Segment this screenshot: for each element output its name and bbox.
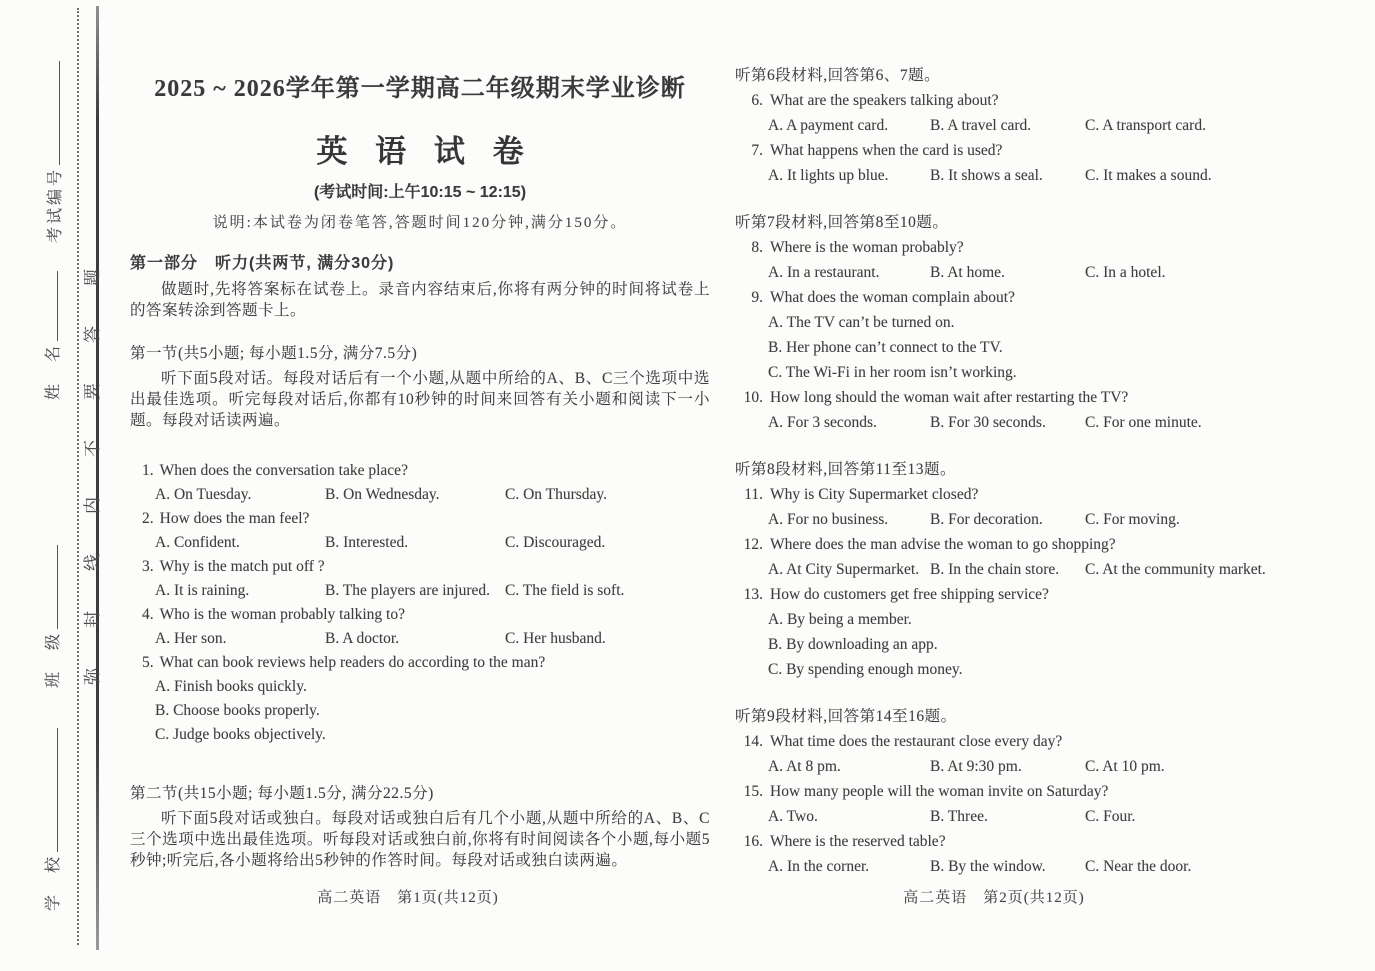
option-c: C. Judge books objectively.: [155, 726, 326, 743]
field-class: [40, 542, 62, 688]
section1-heading: 第一节(共5小题; 每小题1.5分, 满分7.5分): [130, 345, 418, 362]
options-row: [130, 531, 710, 555]
options-row: [130, 483, 710, 507]
question-11: [735, 482, 1283, 532]
question-14: [735, 729, 1283, 779]
question-number: 5.: [142, 654, 154, 671]
question-number: 14.: [743, 733, 763, 750]
question-line: [735, 532, 1283, 557]
options-row: [735, 804, 1283, 829]
page1-footer: 高二英语 第1页(共12页): [317, 890, 499, 906]
questions-6-16: [735, 63, 1283, 879]
listening-group-6: [735, 63, 1283, 188]
option-c: C. Near the door.: [1085, 858, 1192, 875]
question-text: How does the man feel?: [159, 510, 310, 527]
question-text: What happens when the card is used?: [770, 142, 1003, 159]
question-number: 4.: [142, 606, 154, 623]
listening-group-9: [735, 704, 1283, 879]
option-c: C. On Thursday.: [505, 486, 608, 503]
part1-heading: 第一部分 听力(共两节, 满分30分): [130, 255, 395, 272]
options-row: [735, 557, 1283, 582]
option-c: C. A transport card.: [1085, 117, 1206, 134]
page-2: [735, 63, 1283, 879]
field-name: [40, 270, 62, 400]
field-class-blank-line: [43, 545, 58, 629]
option-a: A. For 3 seconds.: [768, 414, 877, 431]
question-1: [130, 459, 710, 507]
option-b: B. By the window.: [930, 858, 1046, 875]
option-a: A. Her son.: [155, 630, 227, 647]
field-exam-number-blank-line: [45, 61, 60, 165]
question-text: Where is the reserved table?: [770, 833, 946, 850]
section2-intro: 听下面5段对话或独白。每段对话或独白后有几个小题,从题中所给的A、B、C三个选项中选出最佳选项。听每段对话或独白前,你将有时间阅读各个小题,每小题5秒钟;听完后,各小题将给出5秒钟的作答时间。每段对话或独白读两遍。: [130, 810, 710, 869]
listening-group-8: [735, 457, 1283, 682]
option-c: C. At the community market.: [1085, 561, 1266, 578]
question-line: [735, 829, 1283, 854]
section1-intro: 听下面5段对话。每段对话后有一个小题,从题中所给的A、B、C三个选项中选出最佳选项。听完每段对话后,你都有10秒钟的时间来回答有关小题和阅读下一小题。每段对话读两遍。: [130, 370, 710, 429]
field-name-blank-line: [43, 271, 58, 341]
option-b: B. A doctor.: [325, 630, 400, 647]
option-b: B. Interested.: [325, 534, 409, 551]
question-8: [735, 235, 1283, 285]
option-a: A. At 8 pm.: [768, 758, 841, 775]
question-line: [130, 603, 710, 627]
field-school-blank-line: [43, 728, 58, 852]
option-b: B. Her phone can’t connect to the TV.: [768, 339, 1003, 356]
question-number: 7.: [751, 142, 763, 159]
option-b: B. At 9:30 pm.: [930, 758, 1022, 775]
question-number: 9.: [751, 289, 763, 306]
options-row: [735, 260, 1283, 285]
options-row: [735, 507, 1283, 532]
question-text: What are the speakers talking about?: [770, 92, 999, 109]
question-text: How do customers get free shipping service?: [770, 586, 1049, 603]
question-number: 1.: [142, 462, 154, 479]
question-text: What time does the restaurant close every day?: [770, 733, 1063, 750]
field-school: [40, 725, 62, 911]
question-5: [130, 651, 710, 747]
option-c: C. By spending enough money.: [768, 661, 963, 678]
option-b: B. At home.: [930, 264, 1005, 281]
exam-time: (考试时间:上午10:15 ~ 12:15): [313, 184, 527, 201]
option-b: B. For 30 seconds.: [930, 414, 1046, 431]
questions-1-5: [130, 459, 710, 747]
question-number: 15.: [743, 783, 763, 800]
option-c: C. The field is soft.: [505, 582, 625, 599]
question-line: [130, 507, 710, 531]
options-row: [735, 113, 1283, 138]
field-class-label: 班 级: [45, 630, 62, 688]
question-9: [735, 285, 1283, 385]
question-text: Why is the match put off ?: [159, 558, 325, 575]
option-c: C. It makes a sound.: [1085, 167, 1212, 184]
question-text: How long should the woman wait after restarting the TV?: [770, 389, 1129, 406]
question-line: [735, 779, 1283, 804]
option-c: C. In a hotel.: [1085, 264, 1166, 281]
part1-intro: 做题时,先将答案标在试卷上。录音内容结束后,你将有两分钟的时间将试卷上的答案转涂到答题卡上。: [130, 281, 710, 319]
group-header: 听第7段材料,回答第8至10题。: [735, 214, 949, 231]
group-header: 听第6段材料,回答第6、7题。: [735, 67, 941, 84]
exam-title: 2025 ~ 2026学年第一学期高二年级期末学业诊断: [154, 76, 686, 102]
question-15: [735, 779, 1283, 829]
field-name-label: 姓 名: [45, 342, 62, 400]
option-b: B. Choose books properly.: [155, 702, 320, 719]
question-number: 3.: [142, 558, 154, 575]
option-a: A. At City Supermarket.: [768, 561, 920, 578]
option-a: A. It is raining.: [155, 582, 250, 599]
binding-instruction-text: 弥封线内不要答题: [83, 229, 102, 685]
option-a: A. It lights up blue.: [768, 167, 889, 184]
question-text: When does the conversation take place?: [159, 462, 408, 479]
option-c: C. The Wi-Fi in her room isn’t working.: [768, 364, 1017, 381]
question-line: [735, 385, 1283, 410]
question-3: [130, 555, 710, 603]
options-row: [735, 410, 1283, 435]
options-row: [735, 754, 1283, 779]
option-a: A. In the corner.: [768, 858, 870, 875]
option-b: B. A travel card.: [930, 117, 1032, 134]
option-b: B. By downloading an app.: [768, 636, 938, 653]
option-a: A. On Tuesday.: [155, 486, 252, 503]
options-row: [130, 579, 710, 603]
option-b: B. Three.: [930, 808, 988, 825]
question-number: 6.: [751, 92, 763, 109]
option-b: B. The players are injured.: [325, 582, 490, 599]
page2-footer: 高二英语 第2页(共12页): [903, 890, 1085, 906]
question-line: [735, 729, 1283, 754]
field-exam-number: [42, 53, 64, 243]
question-line: [735, 285, 1283, 310]
option-c: C. For moving.: [1085, 511, 1180, 528]
option-b: B. It shows a seal.: [930, 167, 1043, 184]
field-exam-number-label: 考试编号: [47, 166, 64, 243]
page-1: [130, 74, 710, 871]
question-line: [130, 459, 710, 483]
question-number: 8.: [751, 239, 763, 256]
field-school-label: 学 校: [45, 853, 62, 911]
question-number: 2.: [142, 510, 154, 527]
question-4: [130, 603, 710, 651]
option-b: B. On Wednesday.: [325, 486, 440, 503]
question-text: How many people will the woman invite on Saturday?: [770, 783, 1109, 800]
question-10: [735, 385, 1283, 435]
option-c: C. Discouraged.: [505, 534, 606, 551]
question-13: [735, 582, 1283, 682]
question-2: [130, 507, 710, 555]
question-12: [735, 532, 1283, 582]
option-b: B. For decoration.: [930, 511, 1043, 528]
question-text: Why is City Supermarket closed?: [770, 486, 979, 503]
question-text: What can book reviews help readers do according to the man?: [159, 654, 546, 671]
question-line: [735, 235, 1283, 260]
options-row: [735, 854, 1283, 879]
question-text: Where is the woman probably?: [770, 239, 964, 256]
question-text: Where does the man advise the woman to go shopping?: [770, 536, 1116, 553]
listening-group-7: [735, 210, 1283, 435]
option-c: C. For one minute.: [1085, 414, 1202, 431]
option-c: C. Four.: [1085, 808, 1136, 825]
question-text: What does the woman complain about?: [770, 289, 1015, 306]
exam-subject: 英 语 试 卷: [316, 134, 534, 169]
question-number: 12.: [743, 536, 763, 553]
question-line: [130, 555, 710, 579]
question-7: [735, 138, 1283, 188]
option-c: C. Her husband.: [505, 630, 606, 647]
option-c: C. At 10 pm.: [1085, 758, 1165, 775]
question-number: 11.: [744, 486, 763, 503]
question-number: 13.: [743, 586, 763, 603]
question-text: Who is the woman probably talking to?: [159, 606, 405, 623]
question-number: 16.: [743, 833, 763, 850]
question-line: [735, 88, 1283, 113]
group-header: 听第8段材料,回答第11至13题。: [735, 461, 957, 478]
question-number: 10.: [743, 389, 763, 406]
question-6: [735, 88, 1283, 138]
options-row: [130, 627, 710, 651]
group-header: 听第9段材料,回答第14至16题。: [735, 708, 957, 725]
question-line: [735, 582, 1283, 607]
exam-note: 说明:本试卷为闭卷笔答,答题时间120分钟,满分150分。: [212, 215, 628, 231]
option-a: A. Confident.: [155, 534, 240, 551]
question-line: [735, 482, 1283, 507]
option-a: A. Finish books quickly.: [155, 678, 307, 695]
options-row: [735, 163, 1283, 188]
option-a: A. Two.: [768, 808, 818, 825]
question-16: [735, 829, 1283, 879]
section2-heading: 第二节(共15小题; 每小题1.5分, 满分22.5分): [130, 785, 434, 802]
option-a: A. For no business.: [768, 511, 889, 528]
option-a: A. The TV can’t be turned on.: [768, 314, 955, 331]
question-line: [130, 651, 710, 675]
option-a: A. In a restaurant.: [768, 264, 880, 281]
option-a: A. By being a member.: [768, 611, 912, 628]
option-b: B. In the chain store.: [930, 561, 1060, 578]
question-line: [735, 138, 1283, 163]
option-a: A. A payment card.: [768, 117, 889, 134]
